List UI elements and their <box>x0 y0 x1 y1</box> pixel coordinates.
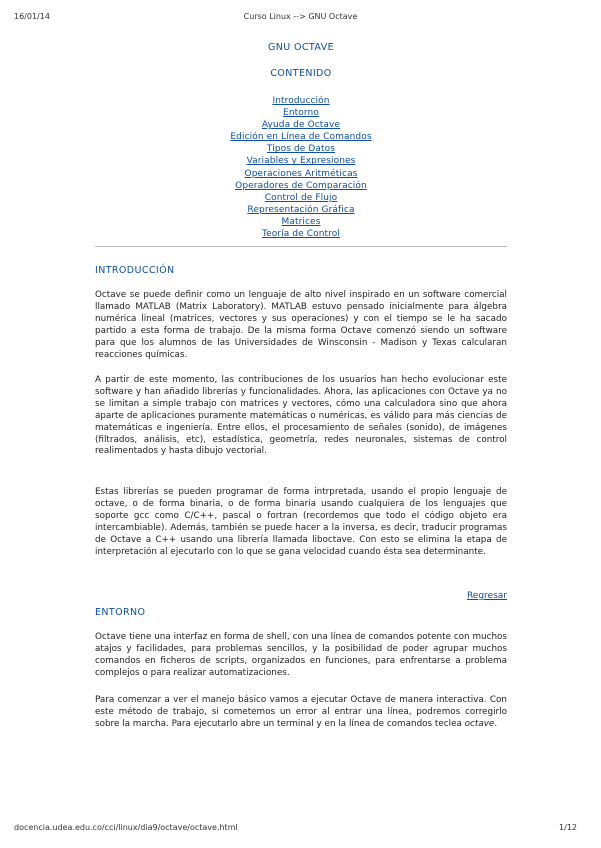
print-title: Curso Linux --> GNU Octave <box>243 12 358 21</box>
toc-link-ayuda[interactable]: Ayuda de Octave <box>261 120 341 131</box>
paragraph-end: . <box>494 718 498 729</box>
toc-item <box>95 189 507 201</box>
toc-link-grafica[interactable]: Representación Gráfica <box>247 204 355 215</box>
regresar-link[interactable]: Regresar <box>466 591 507 601</box>
toc-link-entorno[interactable]: Entorno <box>283 108 319 119</box>
toc-item <box>95 165 507 177</box>
toc-item <box>95 128 507 143</box>
entorno-paragraph-1: Octave tiene una interfaz en forma de shell, con una línea de comandos potente con muchos atajos y facilidades, para problemas sencillos, y la posibilidad de poder agrupar muchos comandos en ficheros de scripts, organizados en funciones, para enfrentarse a problema complejos o para realizar automatizaciones. <box>95 632 507 678</box>
introduccion-paragraph-1: Octave se puede definir como un lenguaje de alto nivel inspirado en un software comercial llamado MATLAB (Matrix Laboratory). MATLAB estuvo pensado inicialmente para álgebra numérica lineal (matrices, vectores y sus operaciones) y con el tiempo se le ha sacado partido a esta forma de trabajo. De la misma forma Octave comenzó siendo un software para que los alumnos de las Universidades de Winsconsin - Madison y Texas calcularan reacciones químicas. <box>95 290 507 360</box>
toc-item <box>95 201 507 213</box>
command-octave: octave <box>464 718 495 729</box>
toc-item <box>95 152 507 167</box>
toc-item <box>95 225 507 240</box>
toc-link-edicion[interactable]: Edición en Línea de Comandos <box>230 132 372 143</box>
entorno-paragraph-2 <box>95 695 507 731</box>
toc-item <box>95 140 507 155</box>
toc-item <box>95 177 507 189</box>
toc-link-teoria-control[interactable]: Teoría de Control <box>262 229 340 240</box>
toc-link-operadores[interactable]: Operadores de Comparación <box>235 180 367 191</box>
toc-item <box>95 92 507 104</box>
toc-link-matrices[interactable]: Matrices <box>281 216 321 227</box>
page-number: 1/12 <box>559 823 577 832</box>
toc-link-control-flujo[interactable]: Control de Flujo <box>264 192 338 203</box>
print-url: docencia.udea.edu.co/cci/linux/dia9/octave/octave.html <box>14 823 238 832</box>
toc-link-tipos[interactable]: Tipos de Datos <box>266 144 336 155</box>
toc-item <box>95 213 507 225</box>
toc-item <box>95 116 507 131</box>
entorno-heading: ENTORNO <box>95 607 146 618</box>
back-link-container <box>95 583 507 602</box>
toc-link-operaciones[interactable]: Operaciones Aritméticas <box>244 168 358 179</box>
introduccion-paragraph-3: Estas librerías se pueden programar de forma intrpretada, usando el propio lenguaje de octave, o de forma binaria, o de forma binaria usando cualquiera de los lenguajes que soporte gcc como C/C++, pascal o fortran (recordemos que todo el código objeto era intercambiable). Además, también se puede hacer a la inversa, es decir, traducir programas de Octave a C++ usando una librería llamada liboctave. Con esto se elimina la etapa de interpretación al ejecutarlo con lo que se gana velocidad cuando ésta sea determinante. <box>95 487 507 557</box>
toc-item <box>95 104 507 119</box>
table-of-contents <box>95 92 507 240</box>
toc-link-variables[interactable]: Variables y Expresiones <box>246 156 356 167</box>
introduccion-heading: INTRODUCCIÓN <box>95 265 175 276</box>
entorno-paragraph-2-text: Para comenzar a ver el manejo básico vamos a ejecutar Octave de manera interactiva. Con este método de trabajo, si cometemos un error al entrar una línea, podremos corregirlo sobre la marcha. Para ejecutarlo abre un terminal y en la línea de comandos teclea <box>95 695 507 729</box>
introduccion-paragraph-2: A partir de este momento, las contribuciones de los usuarios han hecho evolucionar este software y han añadido librerías y funcionalidades. Ahora, las aplicaciones con Octave ya no se limitan a simple trabajo con matrices y vectores, cómo una calculadora sino que ahora aparte de aplicaciones puramente matemáticas o numéricas, es válido para más ciencias de matemáticas e ingeniería. Entre ellos, el procesamiento de señales (sonido), de imágenes (filtrados, análisis, etc), estadística, geometría, redes neuronales, sistemas de control realimentados y hasta dibujo vectorial. <box>95 375 507 457</box>
page-title: GNU OCTAVE <box>267 42 334 53</box>
toc-link-introduccion[interactable]: Introducción <box>272 96 330 106</box>
contents-heading: CONTENIDO <box>270 68 332 79</box>
print-date: 16/01/14 <box>14 12 50 21</box>
section-divider <box>95 246 507 247</box>
